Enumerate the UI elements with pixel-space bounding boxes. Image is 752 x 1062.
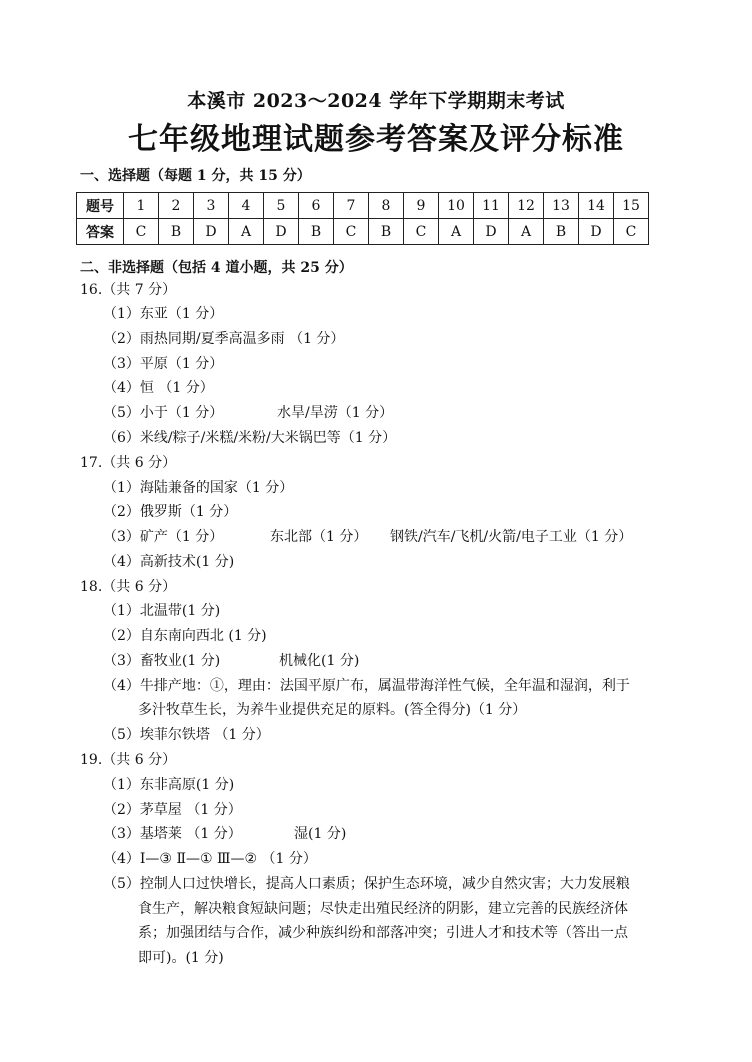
question-number-cell: 8 — [369, 193, 404, 219]
question-number-cell: 11 — [474, 193, 509, 219]
q16-answer-4: （4）恒 （1 分） — [103, 380, 214, 396]
q19-answer-1: （1）东非高原(1 分) — [103, 777, 235, 793]
q16-answer-6: （6）米线/粽子/米糕/米粉/大米锅巴等（1 分） — [103, 430, 397, 446]
q19-answer-2: （2）茅草屋 （1 分） — [103, 802, 242, 818]
q19-answer-5-cont1: 食生产，解决粮食短缺问题；尽快走出殖民经济的阴影，建立完善的民族经济体 — [138, 901, 628, 917]
question-number-cell: 15 — [614, 193, 649, 219]
section2-heading: 二、非选择题（包括 4 道小题，共 25 分） — [80, 260, 353, 276]
answer-cell: B — [299, 219, 334, 245]
q19-answer-5-cont3: 即可)。(1 分) — [138, 950, 224, 966]
q19-answer-3b: 湿(1 分) — [294, 826, 347, 842]
question-number-cell: 7 — [334, 193, 369, 219]
section1-heading: 一、选择题（每题 1 分，共 15 分） — [80, 168, 311, 184]
exam-title: 本溪市 2023～2024 学年下学期期末考试 — [187, 90, 565, 112]
q17-answer-3: （3）矿产（1 分） — [103, 529, 224, 545]
answer-cell: C — [404, 219, 439, 245]
q19-answer-5: （5）控制人口过快增长，提高人口素质；保护生态环境，减少自然灾害；大力发展粮 — [103, 876, 630, 892]
question-number-cell: 14 — [579, 193, 614, 219]
q16-answer-5: （5）小于（1 分） — [103, 405, 224, 421]
answer-cell: D — [579, 219, 614, 245]
q17-answer-3b: 东北部（1 分） — [270, 529, 368, 545]
answer-cell: C — [334, 219, 369, 245]
document-title: 七年级地理试题参考答案及评分标准 — [128, 122, 624, 157]
question-number-cell: 2 — [159, 193, 194, 219]
q16-title: 16.（共 7 分） — [80, 282, 177, 298]
table-row-answers — [77, 219, 649, 245]
answer-cell: C — [124, 219, 159, 245]
question-number-cell: 6 — [299, 193, 334, 219]
q19-title: 19.（共 6 分） — [80, 752, 177, 768]
q17-answer-4: （4）高新技术(1 分) — [103, 554, 235, 570]
q17-title: 17.（共 6 分） — [80, 455, 177, 471]
q16-answer-1: （1）东亚（1 分） — [103, 306, 224, 322]
question-number-cell: 9 — [404, 193, 439, 219]
answer-cell: B — [159, 219, 194, 245]
q16-answer-5b: 水旱/旱涝（1 分） — [277, 405, 394, 421]
q19-answer-3: （3）基塔莱 （1 分） — [103, 826, 242, 842]
q18-answer-2: （2）自东南向西北 (1 分) — [103, 628, 267, 644]
q17-answer-1: （1）海陆兼备的国家（1 分） — [103, 480, 294, 496]
row-label-answers: 答案 — [77, 219, 124, 245]
q19-answer-5-cont2: 系；加强团结与合作，减少种族纠纷和部落冲突；引进人才和技术等（答出一点 — [138, 925, 628, 941]
answer-table — [76, 192, 649, 245]
question-number-cell: 3 — [194, 193, 229, 219]
question-number-cell: 1 — [124, 193, 159, 219]
q18-answer-4-cont: 多汁牧草生长，为养牛业提供充足的原料。(答全得分)（1 分） — [138, 702, 527, 718]
question-number-cell: 4 — [229, 193, 264, 219]
answer-cell: D — [264, 219, 299, 245]
answer-cell: A — [509, 219, 544, 245]
answer-cell: A — [439, 219, 474, 245]
question-number-cell: 13 — [544, 193, 579, 219]
q18-answer-3: （3）畜牧业(1 分) — [103, 653, 221, 669]
answer-cell: B — [544, 219, 579, 245]
q18-answer-4: （4）牛排产地：①，理由：法国平原广布，属温带海洋性气候，全年温和湿润，利于 — [103, 678, 630, 694]
question-number-cell: 12 — [509, 193, 544, 219]
q16-answer-2: （2）雨热同期/夏季高温多雨 （1 分） — [103, 331, 345, 347]
answer-cell: C — [614, 219, 649, 245]
q17-answer-3c: 钢铁/汽车/飞机/火箭/电子工业（1 分） — [390, 529, 633, 545]
q18-answer-3b: 机械化(1 分) — [279, 653, 360, 669]
q19-answer-4: （4）Ⅰ—③ Ⅱ—① Ⅲ—② （1 分） — [103, 851, 317, 867]
question-number-cell: 5 — [264, 193, 299, 219]
table-row-numbers — [77, 193, 649, 219]
answer-cell: D — [194, 219, 229, 245]
question-number-cell: 10 — [439, 193, 474, 219]
q18-answer-1: （1）北温带(1 分) — [103, 603, 221, 619]
q18-answer-5: （5）埃菲尔铁塔 （1 分） — [103, 727, 270, 743]
answer-cell: B — [369, 219, 404, 245]
q18-title: 18.（共 6 分） — [80, 579, 177, 595]
q17-answer-2: （2）俄罗斯（1 分） — [103, 504, 238, 520]
answer-cell: A — [229, 219, 264, 245]
answer-cell: D — [474, 219, 509, 245]
q16-answer-3: （3）平原（1 分） — [103, 356, 224, 372]
row-label-numbers: 题号 — [77, 193, 124, 219]
